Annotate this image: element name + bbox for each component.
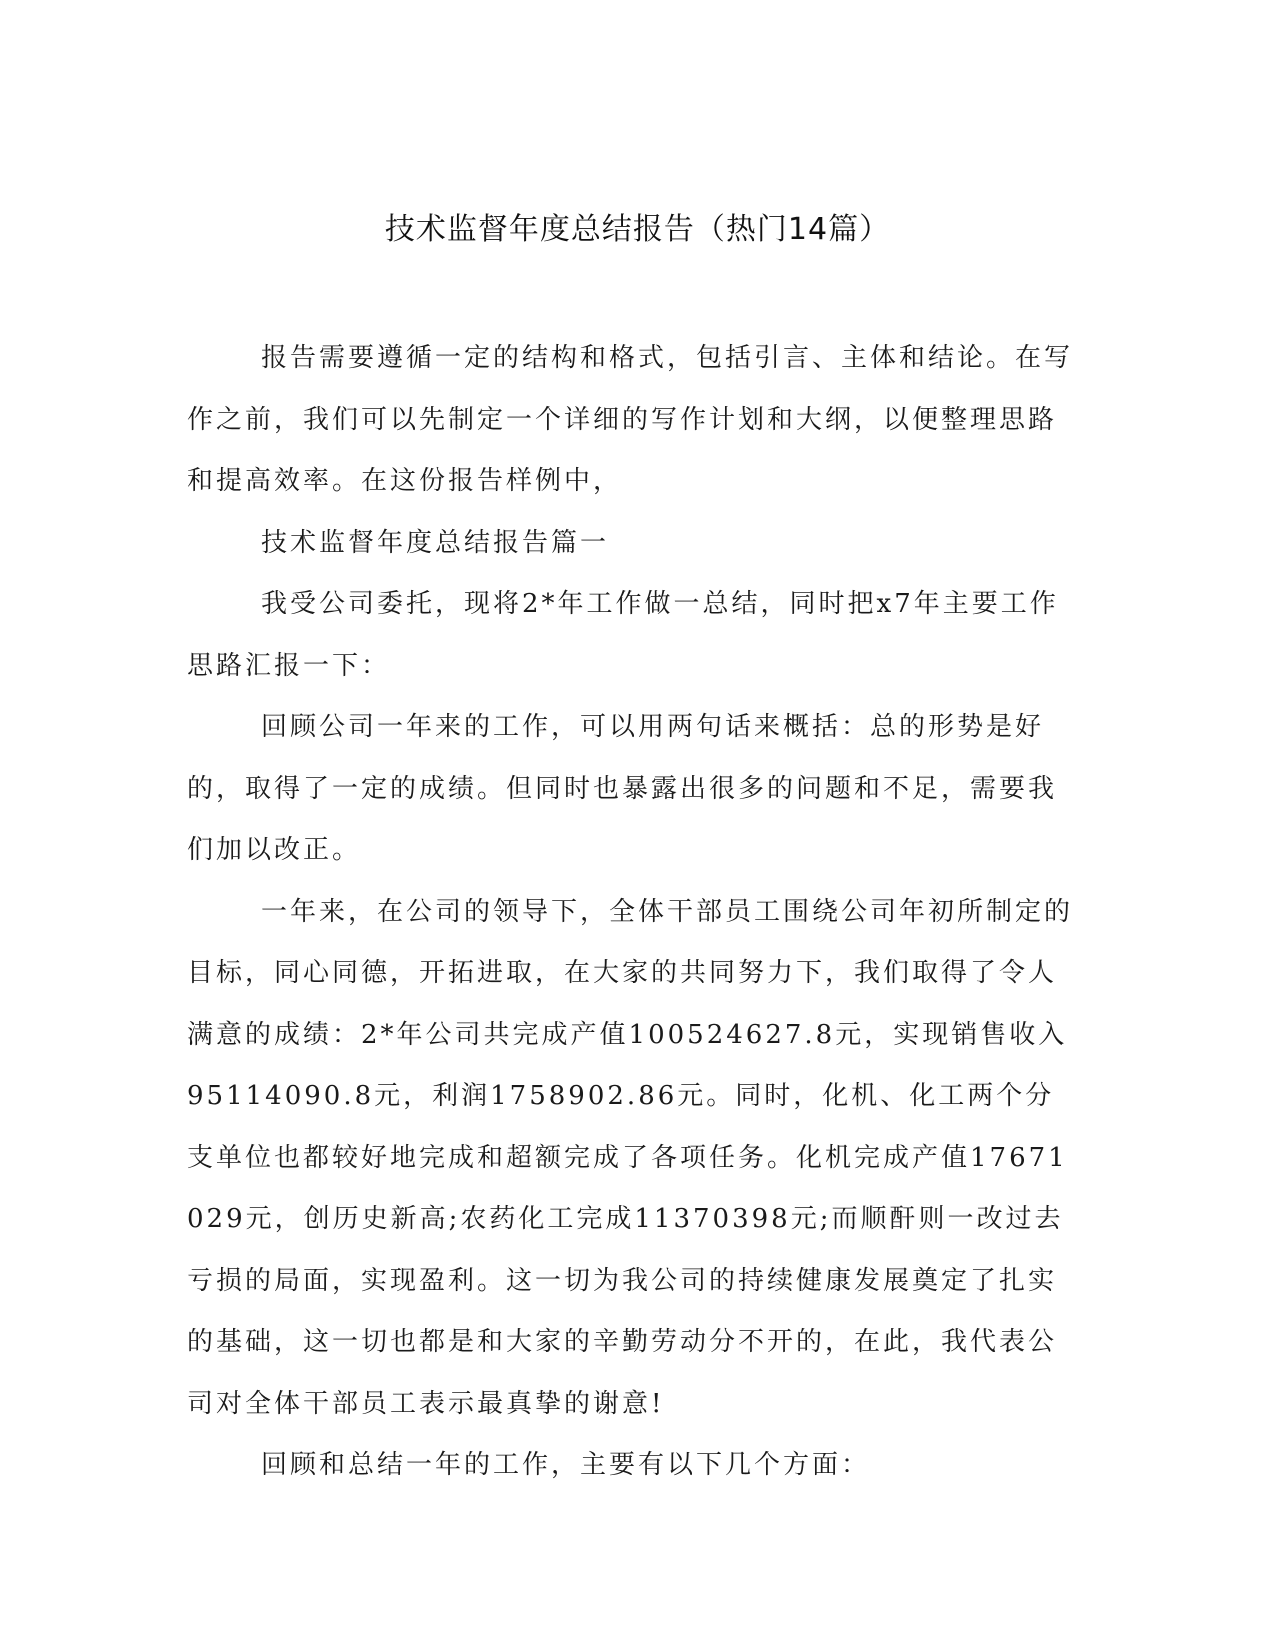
paragraph: 回顾和总结一年的工作，主要有以下几个方面：: [261, 1450, 871, 1480]
paragraph-intro: 报告需要遵循一定的结构和格式，包括引言、主体和结论。在写作之前，我们可以先制定一个详细的写作计划和大纲，以便整理思路和提高效率。在这份报告样例中，: [187, 343, 1074, 496]
document-body: [187, 328, 1075, 1497]
paragraph: 一年来，在公司的领导下，全体干部员工围绕公司年初所制定的目标，同心同德，开拓进取，在大家的共同努力下，我们取得了令人满意的成绩：2*年公司共完成产值100524627.8元，实现销售收入95114090.8元，利润1758902.86元。同时，化机、化工两个分支单位也都较好地完成和超额完成了各项任务。化机完成产值17671029元，创历史新高;农药化工完成11370398元;而顺酐则一改过去亏损的局面，实现盈利。这一切为我公司的持续健康发展奠定了扎实的基础，这一切也都是和大家的辛勤劳动分不开的，在此，我代表公司对全体干部员工表示最真挚的谢意!: [187, 896, 1074, 1419]
paragraph: 回顾公司一年来的工作，可以用两句话来概括：总的形势是好的，取得了一定的成绩。但同时也暴露出很多的问题和不足，需要我们加以改正。: [187, 712, 1058, 865]
paragraph: 我受公司委托，现将2*年工作做一总结，同时把x7年主要工作思路汇报一下：: [187, 589, 1059, 681]
section-heading: 技术监督年度总结报告篇一: [261, 527, 610, 558]
document-title: 技术监督年度总结报告（热门14篇）: [384, 212, 891, 247]
